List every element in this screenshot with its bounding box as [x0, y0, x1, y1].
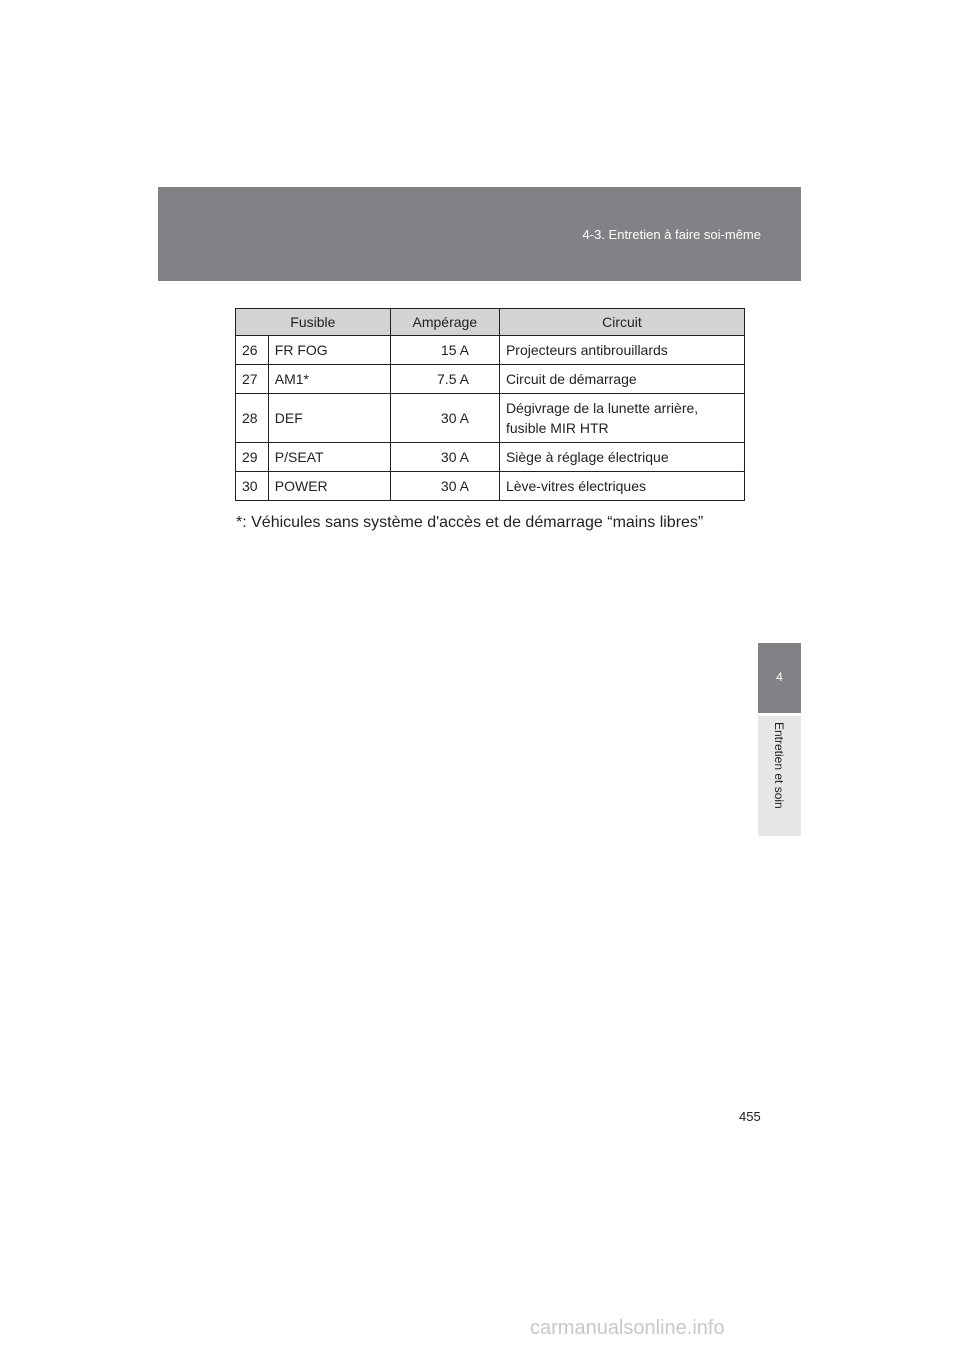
table-row	[236, 394, 745, 443]
fuse-name: FR FOG	[268, 336, 390, 365]
fuse-circuit-line: Dégivrage de la lunette arrière,	[505, 400, 699, 416]
header-amperage: Ampérage	[390, 309, 499, 336]
header-circuit: Circuit	[499, 309, 744, 336]
fuse-circuit-line: fusible MIR HTR	[505, 420, 609, 436]
header-fuse: Fusible	[236, 309, 391, 336]
fuse-table	[235, 308, 745, 501]
fuse-number: 27	[236, 365, 269, 394]
fuse-amperage: 30 A	[390, 472, 499, 501]
chapter-number: 4	[776, 670, 783, 684]
fuse-circuit: Projecteurs antibrouillards	[499, 336, 744, 365]
page-number: 455	[739, 1109, 761, 1124]
section-title: 4-3. Entretien à faire soi-même	[582, 227, 761, 242]
fuse-circuit: Lève-vitres électriques	[499, 472, 744, 501]
table-row	[236, 336, 745, 365]
fuse-name: AM1*	[268, 365, 390, 394]
fuse-number: 26	[236, 336, 269, 365]
fuse-amperage: 30 A	[390, 394, 499, 443]
watermark: carmanualsonline.info	[530, 1317, 725, 1339]
chapter-label: Entretien et soin	[772, 722, 786, 809]
fuse-name: POWER	[268, 472, 390, 501]
table-row	[236, 472, 745, 501]
fuse-circuit: Circuit de démarrage	[499, 365, 744, 394]
fuse-number: 30	[236, 472, 269, 501]
chapter-tab	[758, 643, 801, 713]
fuse-name: DEF	[268, 394, 390, 443]
fuse-circuit: Siège à réglage électrique	[499, 443, 744, 472]
fuse-amperage: 15 A	[390, 336, 499, 365]
header-band	[158, 187, 801, 281]
fuse-circuit	[499, 394, 744, 443]
table-row	[236, 443, 745, 472]
table-header-row	[236, 309, 745, 336]
table-row	[236, 365, 745, 394]
fuse-amperage: 7.5 A	[390, 365, 499, 394]
footnote: *: Véhicules sans système d'accès et de démarrage “mains libres”	[236, 514, 704, 531]
fuse-name: P/SEAT	[268, 443, 390, 472]
fuse-number: 28	[236, 394, 269, 443]
fuse-number: 29	[236, 443, 269, 472]
chapter-label-strip	[758, 716, 801, 836]
fuse-amperage: 30 A	[390, 443, 499, 472]
